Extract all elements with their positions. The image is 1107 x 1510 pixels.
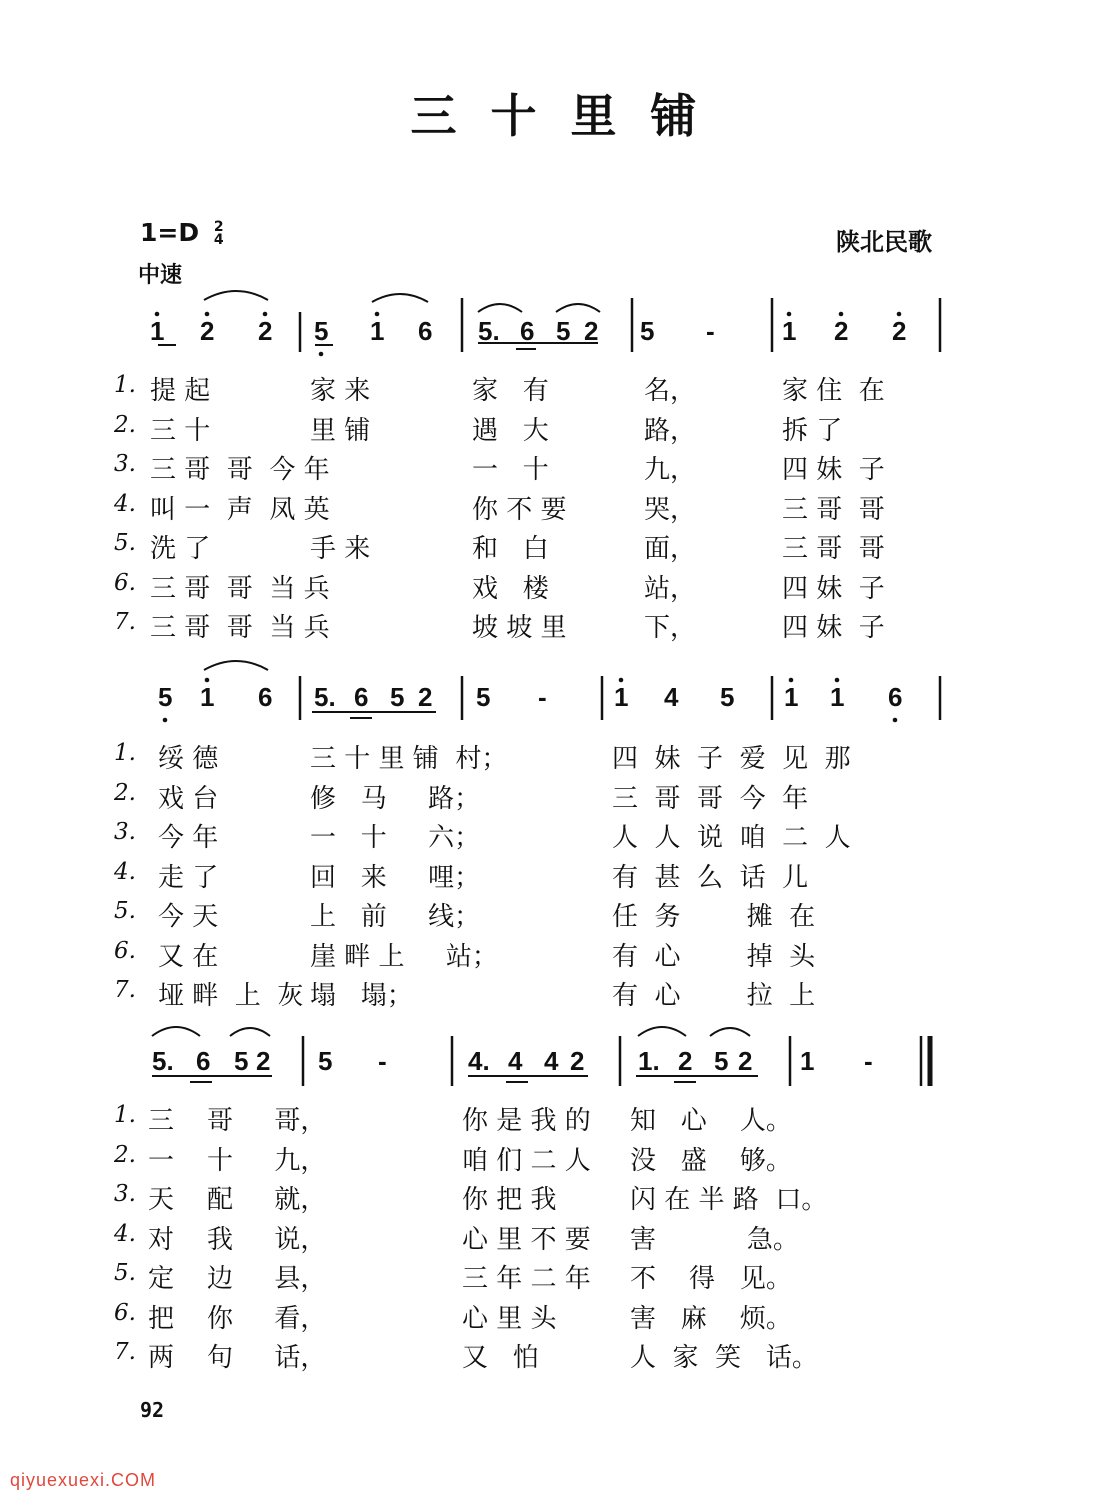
note-line1-11: - xyxy=(706,316,715,346)
note-line3-12: 5 xyxy=(714,1046,729,1076)
note-line3-9: 2 xyxy=(570,1046,585,1076)
note-line1-14: 2 xyxy=(892,316,907,346)
lyric-segment: 把 你 看， xyxy=(148,1303,327,1334)
lyric-segment: 四 妹 子 xyxy=(782,573,885,604)
verse-number: 6. xyxy=(114,1299,136,1326)
lyric-segment: 三 哥 哥 xyxy=(782,494,885,525)
octave-dot xyxy=(789,678,794,683)
note-line3-10: 1. xyxy=(638,1046,660,1076)
lyric-segment: 三 哥 哥 今 年 xyxy=(612,783,809,814)
lyric-segment: 你 把 我 xyxy=(462,1185,557,1215)
octave-dot xyxy=(787,312,792,317)
lyric-segment: 害 急。 xyxy=(630,1224,799,1255)
note-line2-14: 6 xyxy=(888,682,903,712)
note-line3-5: - xyxy=(378,1046,387,1076)
note-line2-6: 2 xyxy=(418,682,433,712)
lyric-segment: 路， xyxy=(644,415,697,446)
note-line2-4: 6 xyxy=(354,682,369,712)
lyric-segment: 害 麻 烦。 xyxy=(630,1303,792,1334)
page-number: 92 xyxy=(140,1398,165,1422)
octave-dot xyxy=(375,312,380,317)
note-line3-4: 5 xyxy=(318,1046,333,1076)
key-label: 1=D xyxy=(140,218,200,247)
lyric-segment: 名， xyxy=(644,376,697,406)
note-line3-1: 6 xyxy=(196,1046,211,1076)
note-line2-12: 1 xyxy=(784,682,799,712)
lyric-segment: 任 务 摊 在 xyxy=(612,902,816,932)
note-line1-7: 6 xyxy=(520,316,535,346)
lyric-segment: 有 甚 么 话 儿 xyxy=(612,862,809,893)
lyric-segment: 一 十 九， xyxy=(148,1145,327,1176)
note-line2-5: 5 xyxy=(390,682,405,712)
lyric-segment: 天 配 就， xyxy=(148,1185,327,1215)
note-line3-11: 2 xyxy=(678,1046,693,1076)
lyric-segment: 走 了 xyxy=(158,862,219,893)
lyric-segment: 三 哥 哥 今 年 xyxy=(150,455,330,485)
lyric-segment: 有 心 拉 上 xyxy=(612,981,816,1011)
lyric-segment: 又 怕 xyxy=(462,1343,539,1373)
lyric-segment: 知 心 人。 xyxy=(630,1106,792,1136)
lyric-segment: 没 盛 够。 xyxy=(630,1145,792,1176)
note-line3-2: 5 xyxy=(234,1046,249,1076)
lyric-segment: 崖 畔 上 站； xyxy=(310,941,498,972)
lyric-segment: 你 是 我 的 xyxy=(462,1106,591,1136)
lyric-segment: 垭 畔 上 灰 xyxy=(158,981,304,1011)
lyric-segment: 心 里 头 xyxy=(462,1303,557,1334)
note-line3-15: - xyxy=(864,1046,873,1076)
lyric-segment: 三 年 二 年 xyxy=(462,1264,591,1294)
verse-number: 5. xyxy=(114,1260,136,1286)
lyric-segment: 三 哥 哥 当 兵 xyxy=(150,613,330,643)
verse-number: 1. xyxy=(114,372,136,398)
note-line1-9: 2 xyxy=(584,316,599,346)
lyric-segment: 上 前 线； xyxy=(310,902,481,932)
lyric-segment: 戏 楼 xyxy=(472,573,549,604)
octave-dot xyxy=(897,312,902,317)
lyric-segment: 站， xyxy=(644,573,697,604)
lyric-segment: 你 不 要 xyxy=(472,494,567,525)
note-line3-14: 1 xyxy=(800,1046,815,1076)
lyric-segment: 一 十 六； xyxy=(310,823,481,853)
lyric-segment: 洗 了 xyxy=(150,534,211,564)
lyric-segment: 心 里 不 要 xyxy=(462,1224,591,1255)
verse-number: 7. xyxy=(114,1339,136,1365)
lyric-segment: 回 来 哩； xyxy=(310,862,481,893)
lyric-segment: 提 起 xyxy=(150,376,211,406)
note-line3-8: 4 xyxy=(544,1046,559,1076)
verse-number: 7. xyxy=(114,609,136,635)
lyric-segment: 今 年 xyxy=(158,823,219,853)
note-line3-13: 2 xyxy=(738,1046,753,1076)
octave-dot xyxy=(835,678,840,683)
lyric-segment: 咱 们 二 人 xyxy=(462,1145,591,1176)
octave-dot xyxy=(155,312,160,317)
note-line1-3: 5 xyxy=(314,316,329,346)
verse-number: 4. xyxy=(114,1220,136,1247)
note-line3-6: 4. xyxy=(468,1046,490,1076)
lyric-segment: 人 人 说 咱 二 人 xyxy=(612,823,851,853)
lyric-segment: 定 边 县， xyxy=(148,1264,327,1294)
note-line1-0: 1 xyxy=(150,316,165,346)
verse-number: 2. xyxy=(114,1141,136,1168)
verse-number: 3. xyxy=(114,819,136,845)
note-line1-4: 1 xyxy=(370,316,385,346)
lyric-segment: 人 家 笑 话。 xyxy=(630,1343,818,1373)
lyric-segment: 哭， xyxy=(644,494,697,525)
lyric-segment: 修 马 路； xyxy=(310,783,481,814)
verse-number: 7. xyxy=(114,977,136,1003)
notation-line-1 xyxy=(158,291,940,352)
lyric-segment: 拆 了 xyxy=(782,415,843,446)
note-line2-0: 5 xyxy=(158,682,173,712)
note-line1-2: 2 xyxy=(258,316,273,346)
note-line2-2: 6 xyxy=(258,682,273,712)
lyric-segment: 家 住 在 xyxy=(782,376,885,406)
note-line1-6: 5. xyxy=(478,316,500,346)
lyric-segment: 四 妹 子 xyxy=(782,613,885,643)
verse-number: 4. xyxy=(114,490,136,517)
octave-dot xyxy=(319,352,324,357)
watermark: qiyuexuexi.COM xyxy=(10,1470,157,1490)
note-line3-0: 5. xyxy=(152,1046,174,1076)
tempo-marking: 中速 xyxy=(138,262,183,288)
lyric-segment: 四 妹 子 xyxy=(782,455,885,485)
lyric-segment: 不 得 见。 xyxy=(630,1264,792,1294)
octave-dot xyxy=(205,312,210,317)
lyric-segment: 和 白 xyxy=(472,534,549,564)
note-line1-5: 6 xyxy=(418,316,433,346)
note-line2-1: 1 xyxy=(200,682,215,712)
lyric-segment: 家 来 xyxy=(310,376,371,406)
octave-dot xyxy=(163,718,168,723)
verse-number: 4. xyxy=(114,858,136,885)
verse-number: 6. xyxy=(114,937,136,964)
note-line1-10: 5 xyxy=(640,316,655,346)
verse-number: 2. xyxy=(114,779,136,806)
note-line1-8: 5 xyxy=(556,316,571,346)
octave-dot xyxy=(893,718,898,723)
octave-dot xyxy=(263,312,268,317)
verse-number: 5. xyxy=(114,530,136,556)
note-line2-7: 5 xyxy=(476,682,491,712)
lyric-segment: 家 有 xyxy=(472,376,549,406)
verse-number: 1. xyxy=(114,740,136,766)
lyric-segment: 三 哥 哥 当 兵 xyxy=(150,573,330,604)
verse-number: 5. xyxy=(114,898,136,924)
note-line3-3: 2 xyxy=(256,1046,271,1076)
octave-dot xyxy=(205,678,210,683)
note-line1-13: 2 xyxy=(834,316,849,346)
note-line1-12: 1 xyxy=(782,316,797,346)
lyric-segment: 坡 坡 里 xyxy=(472,613,567,643)
lyric-segment: 又 在 xyxy=(158,941,219,972)
verse-number: 3. xyxy=(114,451,136,477)
note-line3-7: 4 xyxy=(508,1046,523,1076)
lyric-segment: 塌 塌； xyxy=(310,981,413,1011)
lyric-segment: 里 铺 xyxy=(310,415,371,446)
lyric-segment: 今 天 xyxy=(158,902,219,932)
lyric-segment: 两 句 话， xyxy=(148,1343,327,1373)
lyric-segment: 三 十 里 铺 村； xyxy=(310,744,508,774)
note-line1-1: 2 xyxy=(200,316,215,346)
song-title: 三十里铺 xyxy=(410,89,731,143)
lyric-segment: 三 哥 哥， xyxy=(148,1106,327,1136)
lyric-segment: 一 十 xyxy=(472,455,549,485)
time-bottom: 4 xyxy=(213,232,224,248)
lyric-segment: 对 我 说， xyxy=(148,1224,327,1255)
lyric-segment: 遇 大 xyxy=(472,415,549,446)
note-line2-3: 5. xyxy=(314,682,336,712)
verse-number: 3. xyxy=(114,1181,136,1207)
lyric-segment: 四 妹 子 爱 见 那 xyxy=(612,744,851,774)
octave-dot xyxy=(839,312,844,317)
lyric-segment: 叫 一 声 凤 英 xyxy=(150,494,330,525)
octave-dot xyxy=(619,678,624,683)
lyric-segment: 三 十 xyxy=(150,415,211,446)
lyric-segment: 九， xyxy=(644,455,697,485)
lyric-segment: 闪 在 半 路 口。 xyxy=(630,1185,828,1215)
lyric-segment: 有 心 掉 头 xyxy=(612,941,816,972)
lyric-segment: 戏 台 xyxy=(158,783,219,814)
verse-number: 1. xyxy=(114,1102,136,1128)
time-top: 2 xyxy=(213,219,224,235)
verse-number: 2. xyxy=(114,411,136,438)
lyric-segment: 下， xyxy=(644,613,697,643)
lyric-segment: 绥 德 xyxy=(158,744,219,774)
note-line2-9: 1 xyxy=(614,682,629,712)
song-origin: 陕北民歌 xyxy=(836,227,932,256)
lyric-segment: 面， xyxy=(644,534,697,564)
verse-number: 6. xyxy=(114,569,136,596)
lyric-segment: 手 来 xyxy=(310,534,371,564)
note-line2-8: - xyxy=(538,682,547,712)
note-line2-10: 4 xyxy=(664,682,679,712)
note-line2-13: 1 xyxy=(830,682,845,712)
lyric-segment: 三 哥 哥 xyxy=(782,534,885,564)
note-line2-11: 5 xyxy=(720,682,735,712)
